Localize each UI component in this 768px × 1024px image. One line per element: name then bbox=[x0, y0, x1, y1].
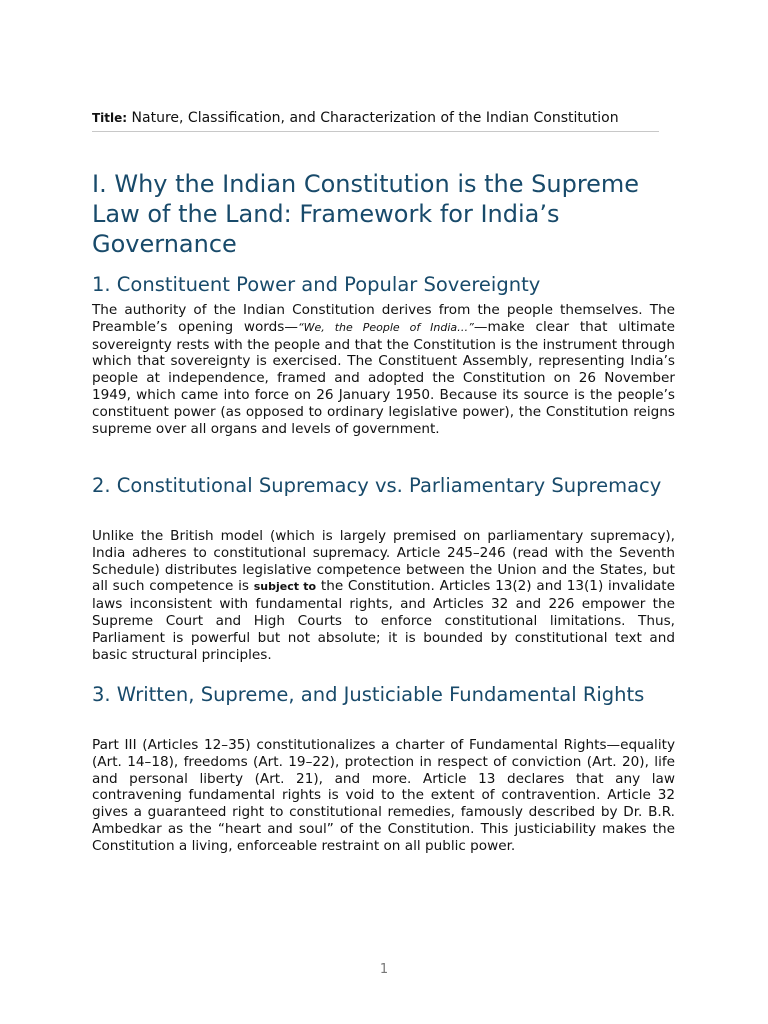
section-heading-constituent-power: 1. Constituent Power and Popular Sovereignty bbox=[92, 273, 541, 296]
page-number: 1 bbox=[379, 962, 389, 977]
title-label: Title: bbox=[92, 111, 128, 125]
emphasis-subject-to: subject to bbox=[253, 580, 317, 594]
title-divider bbox=[92, 131, 659, 132]
document-title-line bbox=[92, 109, 659, 127]
section-paragraph-fundamental-rights: Part III (Articles 12–35) constitutionalizes a charter of Fundamental Rights—equality (Art. 14–18), freedoms (Art. 19–22), protection in respect of conviction (Art. 20), life and personal liberty (Art. 21), and more. Article 13 declares that any law contravening fundamental rights is void to the extent of contravention. Article 32 gives a guaranteed right to constitutional remedies, famously described by Dr. B.R. Ambedkar as the “heart and soul” of the Constitution. This justiciability makes the Constitution a living, enforceable restraint on all public power. bbox=[92, 737, 675, 854]
paragraph-text: the Constitution. Articles 13(2) and 13(1) invalidate laws inconsistent with fundamental rights, and Articles 32 and 226 empower the Supreme Court and High Courts to enforce constitutional limitations. Thus, Parliament is powerful but not absolute; it is bounded by constitutional text and basic structural principles. bbox=[92, 578, 675, 663]
section-paragraph-constitutional-supremacy bbox=[92, 528, 675, 663]
section-heading-fundamental-rights: 3. Written, Supreme, and Justiciable Fundamental Rights bbox=[92, 683, 645, 706]
paragraph-text: —make clear that ultimate sovereignty rests with the people and that the Constitution is the instrument through which that sovereignty is exercised. The Constituent Assembly, representing India’s people at independence, framed and adopted the Constitution on 26 November 1949, which came into force on 26 January 1950. Because its source is the people’s constituent power (as opposed to ordinary legislative power), the Constitution reigns supreme over all organs and levels of government. bbox=[92, 318, 675, 437]
paragraph-text: The authority of the Indian Constitution derives from the people themselves. The Preamble’s opening words— bbox=[92, 302, 675, 335]
preamble-quote: “We, the People of India…” bbox=[297, 320, 474, 334]
paragraph-text: Unlike the British model (which is largely premised on parliamentary supremacy), India adheres to constitutional supremacy. Article 245–246 (read with the Seventh Schedule) distributes legislative competence between the Union and the States, but all such competence is bbox=[92, 528, 675, 595]
section-paragraph-constituent-power bbox=[92, 302, 675, 437]
main-heading: I. Why the Indian Constitution is the Supreme Law of the Land: Framework for India’s Governance bbox=[92, 170, 640, 258]
section-heading-constitutional-supremacy: 2. Constitutional Supremacy vs. Parliamentary Supremacy bbox=[92, 474, 662, 497]
title-text: Nature, Classification, and Characterization of the Indian Constitution bbox=[131, 110, 619, 126]
